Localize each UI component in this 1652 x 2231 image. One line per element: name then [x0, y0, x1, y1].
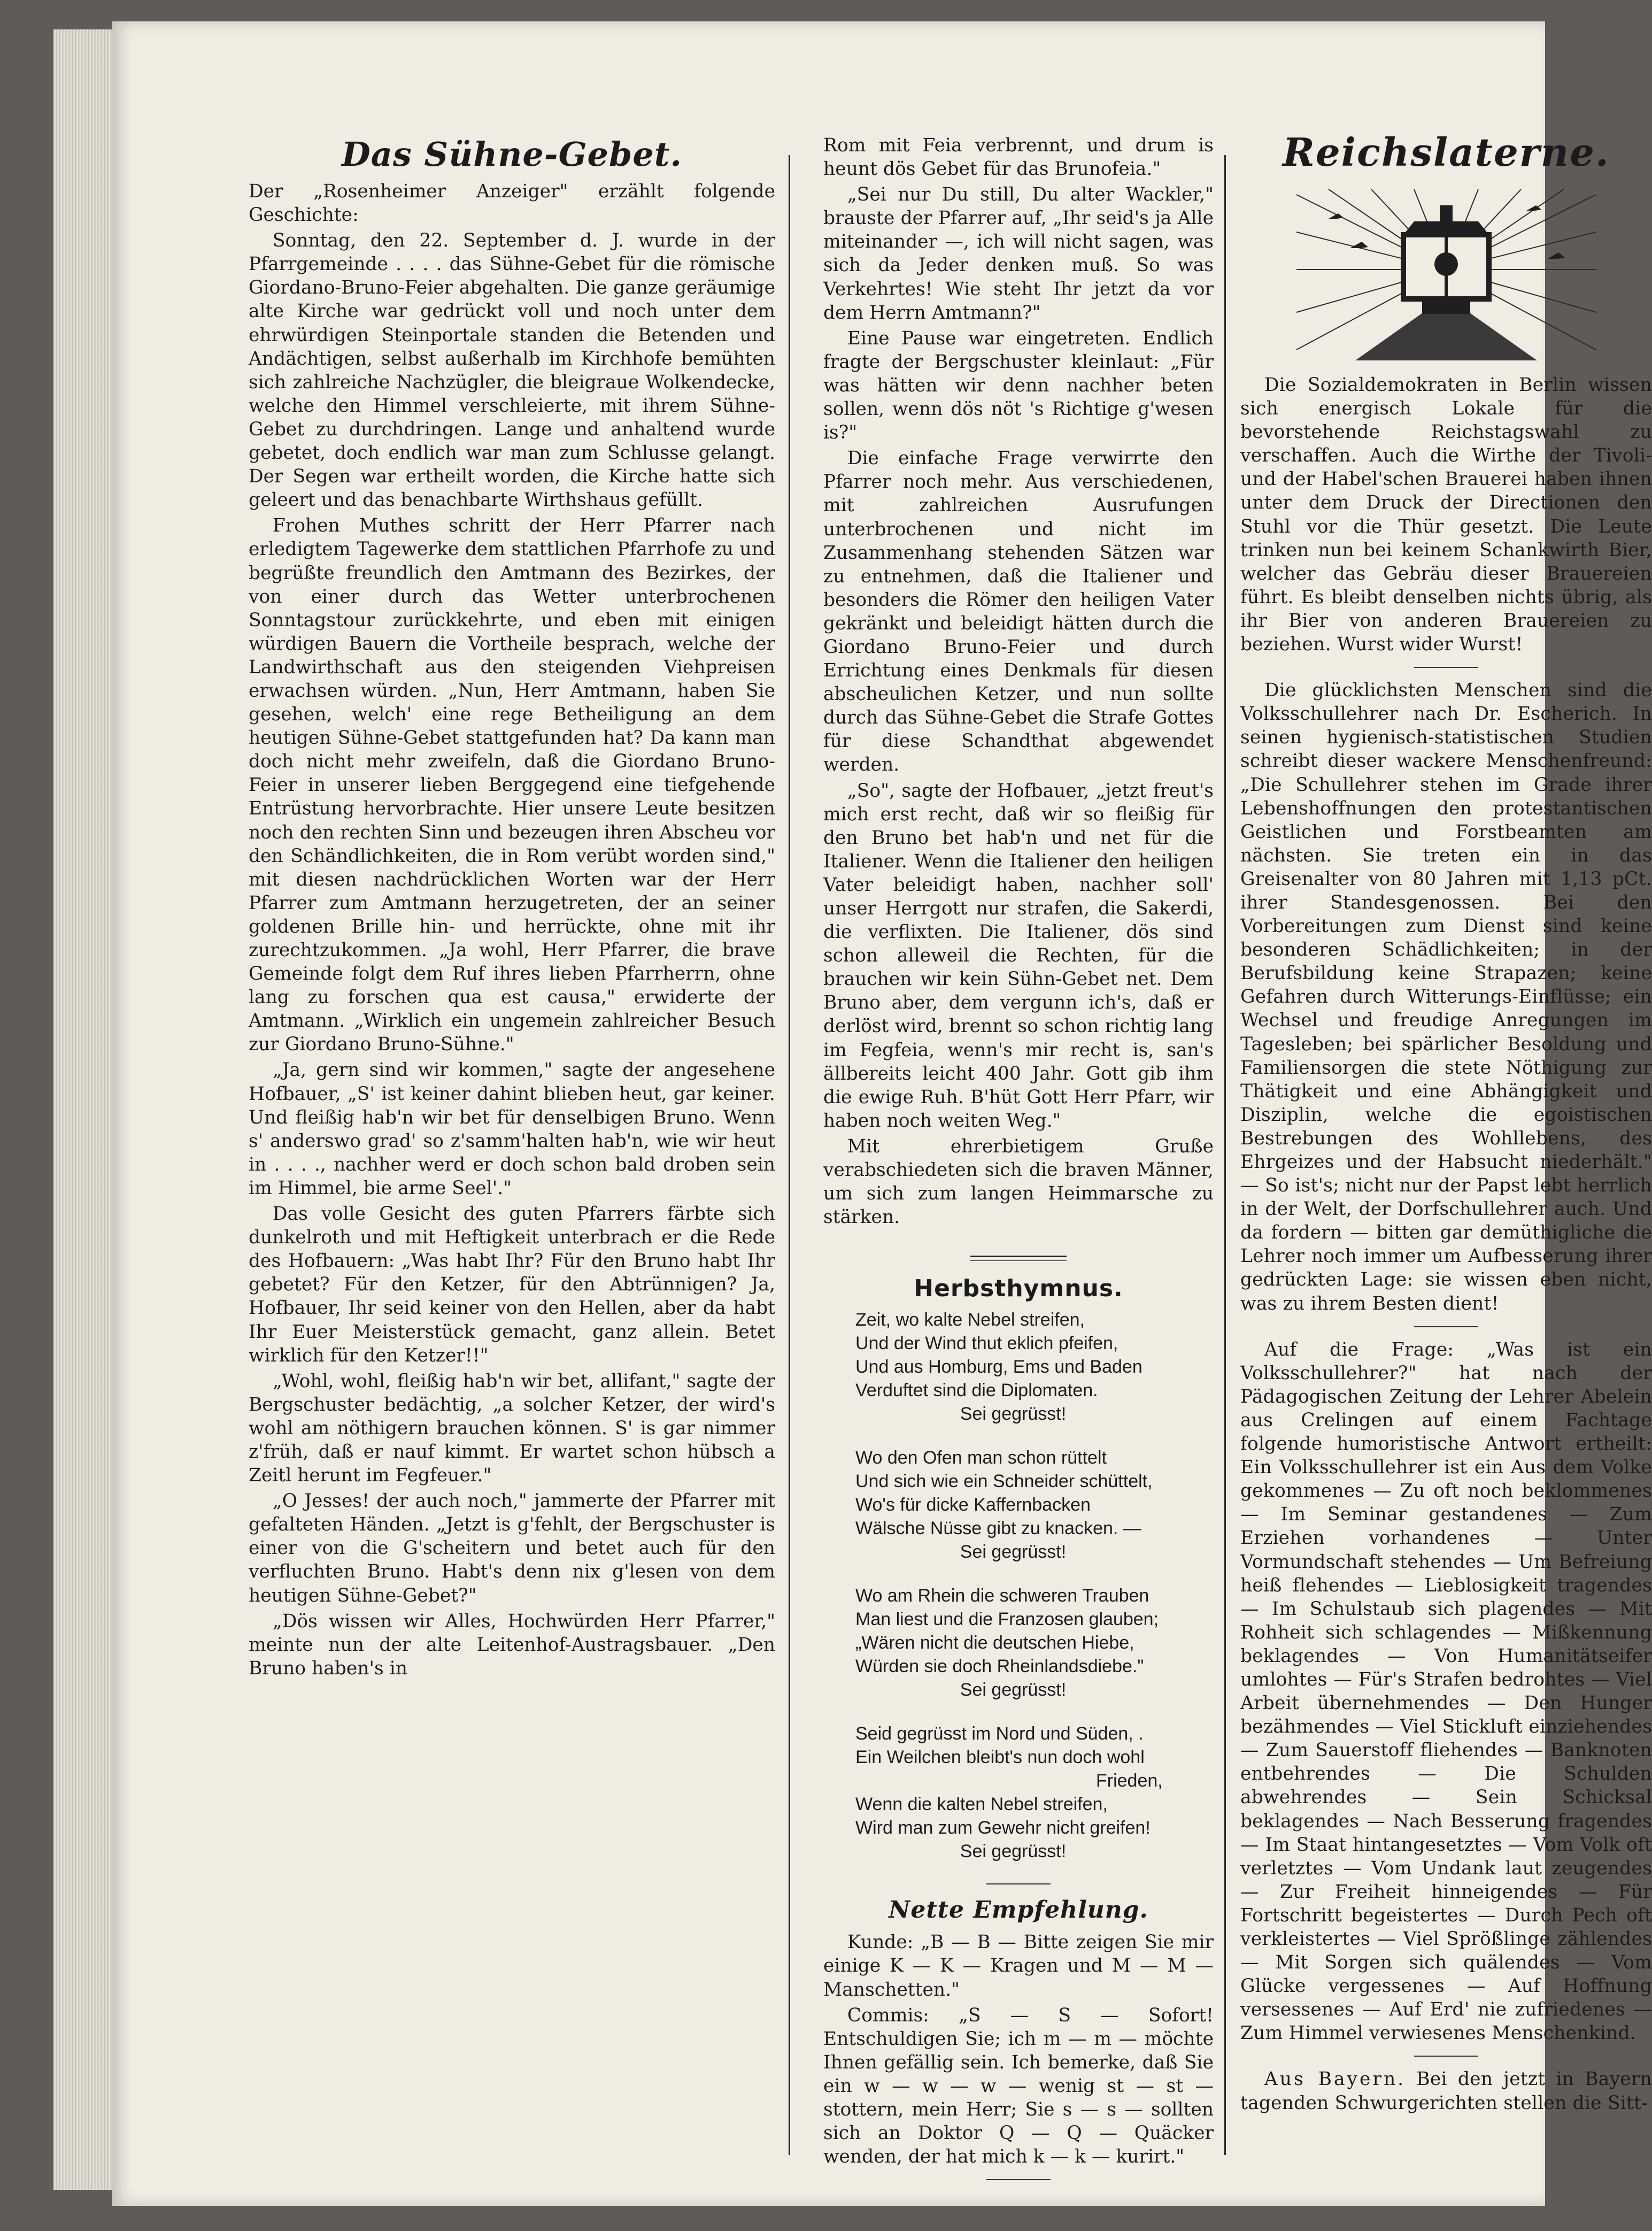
article-paragraph: „O Jesses! der auch noch," jammerte der Pfarrer mit gefalteten Händen. „Jetzt is g'fehlt, der Bergschuster is einer von die G'scheitern und betet auch für den verfluchten Bruno. Habt's denn nix g'lesen von dem heutigen Sühne-Gebet?" — [249, 1490, 775, 1606]
article-paragraph: Das volle Gesicht des guten Pfarrers färbte sich dunkelroth und mit Heftigkeit unterbrach er die Rede des Hofbauern: „Was habt Ihr? Für den Bruno habt Ihr gebetet? Für den Ketzer, für den Abtrünnigen? Ja, Hofbauer, Ihr seid keiner von den Hellen, aber da habt Ihr Euer Meisterstück gemacht, ganz allein. Betet wirklich für den Ketzer!!" — [249, 1203, 775, 1366]
column-right — [1240, 129, 1652, 2115]
poem-refrain: Sei gegrüsst! — [960, 1841, 1067, 1862]
poem-line: Man liest und die Franzosen glauben; — [855, 1609, 1159, 1630]
article-paragraph: Die einfache Frage verwirrte den Pfarrer noch mehr. Aus verschiedenen, mit zahlreichen Ausrufungen unterbrochenen und nicht im Zusammenhang stehenden Sätzen war zu entnehmen, daß die Italiener und besonders die Römer den heiligen Vater gekränkt und beleidigt hätten durch die Giordano Bruno-Feier und durch Errichtung eines Denkmals für diesen abscheulichen Ketzer, und nun sollte durch das Sühne-Gebet die Strafe Gottes für diese Schandthat abgewendet werden. — [823, 448, 1214, 776]
article-paragraph: „Sei nur Du still, Du alter Wackler," brauste der Pfarrer auf, „Ihr seid's ja Alle miteinander —, ich will nicht sagen, was sich da Jeder denken muß. So was Verkehrtes! Wie steht Ihr jetzt da vor dem Herrn Amtmann?" — [823, 184, 1214, 324]
article-paragraph: Eine Pause war eingetreten. Endlich fragte der Bergschuster kleinlaut: „Für was hätten wir denn nachher beten sollen, wenn dös nöt 's Richtige g'wesen is?" — [823, 327, 1214, 444]
article-paragraph: Rom mit Feia verbrennt, und drum is heunt dös Gebet für das Brunofeia." — [823, 135, 1214, 180]
column-divider — [789, 155, 790, 2155]
poem-refrain: Sei gegrüsst! — [960, 1542, 1067, 1563]
article-paragraph: Die glücklichsten Menschen sind die Volksschullehrer nach Dr. Escherich. In seinen hygienisch-statistischen Studien schreibt dieser wackere Menschenfreund: „Die Schullehrer stehen im Grade ihrer Lebenshoffnungen den protestantischen Geistlichen und Forstbeamten am nächsten. Sie treten ein in das Greisenalter von 80 Jahren mit 1,13 pCt. ihrer Standesgenossen. Bei den Vorbereitungen zum Dienst sind keine besonderen Schädlichkeiten; in der Berufsbildung keine Strapazen; keine Gefahren durch Witterungs-Einflüsse; ein Wechsel und freudige Anregungen im Tagesleben; bei spärlicher Besoldung und Familiensorgen die stete Nöthigung zur Thätigkeit und eine Abhängigkeit und Disziplin, welche die egoistischen Bestrebungen des Wohllebens, des Ehrgeizes und der Habsucht niederhält." — So ist's; nicht nur der Papst lebt herrlich in der Welt, der Dorfschullehrer auch. Und da fordern — bitten gar demüthigliche die Lehrer noch immer um Aufbesserung ihrer gedrückten Lage: sie wissen eben nicht, was zu ihrem Besten dient! — [1240, 680, 1652, 1314]
poem-title-herbsthymnus: Herbsthymnus. — [914, 1275, 1123, 1303]
poem-stanza — [855, 1446, 1214, 1564]
poem-herbsthymnus — [855, 1308, 1214, 1863]
article-paragraph — [1240, 2067, 1652, 2114]
poem-line: Wo am Rhein die schweren Trauben — [855, 1586, 1149, 1606]
poem-line: Und aus Homburg, Ems und Baden — [855, 1357, 1142, 1378]
section-title-reichslaterne: Reichslaterne. — [1283, 129, 1610, 175]
article-paragraph: Mit ehrerbietigem Gruße verabschiedeten sich die braven Männer, um sich zum langen Heimmarsche zu stärken. — [823, 1135, 1214, 1228]
poem-line: Wo's für dicke Kaffernbacken — [855, 1495, 1091, 1515]
poem-line: „Wären nicht die deutschen Hiebe, — [855, 1633, 1134, 1653]
column-left — [249, 134, 775, 1680]
article-paragraph: „So", sagte der Hofbauer, „jetzt freut's mich erst recht, daß wir so fleißig für den Bruno bet hab'n und net für die Italiener. Wenn die Italiener den heiligen Vater beleidigt haben, nachher soll' unser Herrgott nur strafen, die Sakerdi, die verflixten. Die Italiener, dös sind schon alleweil die Rechten, für die brauchen wir kein Sühn-Gebet net. Dem Bruno aber, dem vergunn ich's, daß er derlöst wird, brennt so schon richtig lang im Fegfeia, wenn's mir recht is, san's ällbereits leicht 400 Jahr. Gott gib ihm die ewige Ruh. B'hüt Gott Herr Pfarr, wir haben noch weiten Weg." — [823, 780, 1214, 1132]
poem-refrain: Sei gegrüsst! — [960, 1404, 1067, 1425]
section-divider — [986, 1883, 1051, 1884]
newspaper-page — [112, 21, 1652, 2206]
section-divider — [1414, 1326, 1478, 1327]
poem-line: Und der Wind thut eklich pfeifen, — [855, 1333, 1118, 1354]
poem-line: Seid gegrüsst im Nord und Süden, . — [855, 1724, 1144, 1744]
article-title-suehne-gebet: Das Sühne-Gebet. — [341, 135, 683, 174]
section-divider — [1414, 667, 1478, 668]
article-paragraph: Sonntag, den 22. September d. J. wurde in der Pfarrgemeinde . . . . das Sühne-Gebet für die römische Giordano-Bruno-Feier abgehalten. Die ganze geräumige alte Kirche war gedrückt voll und noch unter dem ehrwürdigen Steinportale standen die Betenden und Andächtigen, selbst außerhalb im Kirchhofe bemühten sich zahlreiche Nachzügler, die bleigraue Wolkendecke, welche den Himmel verschleierte, mit ihrem Sühne-Gebet zu durchdringen. Lange und anhaltend wurde gebetet, doch endlich war man zum Schlusse gelangt. Der Segen war ertheilt worden, die Kirche hatte sich geleert und das benachbarte Wirthshaus gefüllt. — [249, 230, 775, 511]
poem-line: Frieden, — [1096, 1771, 1163, 1791]
poem-line: Ein Weilchen bleibt's nun doch wohl — [855, 1747, 1145, 1768]
article-paragraph: „Wohl, wohl, fleißig hab'n wir bet, allifant," sagte der Bergschuster bedächtig, „a solcher Ketzer, der wird's wohl am nöthigern brauchen können. S' is gar nimmer z'früh, daß er nauf kimmt. Er wartet schon hübsch a Zeitl herunt im Fegfeuer." — [249, 1370, 775, 1487]
poem-line: Verduftet sind die Diplomaten. — [855, 1380, 1098, 1401]
poem-line: Wenn die kalten Nebel streifen, — [855, 1794, 1108, 1815]
article-paragraph: Frohen Muthes schritt der Herr Pfarrer nach erledigtem Tagewerke dem stattlichen Pfarrhofe zu und begrüßte freundlich den Amtmann des Bezirkes, der von einer durch das Wetter unterbrochenen Sonntagstour zurückkehrte, und eben mit einigen würdigen Bauern die Vortheile besprach, welche der Landwirthschaft aus den steigenden Viehpreisen erwachsen würden. „Nun, Herr Amtmann, haben Sie gesehen, welch' eine rege Betheiligung an dem heutigen Sühne-Gebet stattgefunden hat? Da kann man doch nicht mehr zweifeln, daß die Giordano Bruno-Feier in unserer lieben Berggegend eine tiefgehende Entrüstung hervorbrachte. Hier unsere Leute besitzen noch den rechten Sinn und bezeugen ihren Abscheu vor den Schändlichkeiten, die in Rom verübt worden sind," mit diesen nachdrücklichen Worten war der Herr Pfarrer zum Amtmann herzugetreten, der an seiner goldenen Brille hin- und herrückte, ohne mit ihr zurechtzukommen. „Ja wohl, Herr Pfarrer, die brave Gemeinde folgt dem Ruf ihres lieben Pfarrherrn, ohne lang zu forschen qua est causa," erwiderte der Amtmann. „Wirklich ein ungemein zahlreicher Besuch zur Giordano Bruno-Sühne." — [249, 515, 775, 1056]
column-middle — [823, 134, 1214, 2191]
article-title-nette-empfehlung: Nette Empfehlung. — [889, 1896, 1148, 1924]
poem-line: Wälsche Nüsse gibt zu knacken. — — [855, 1518, 1141, 1539]
poem-line: Würden sie doch Rheinlandsdiebe." — [855, 1656, 1144, 1677]
column-divider — [1224, 155, 1226, 2155]
poem-stanza — [855, 1722, 1214, 1863]
poem-refrain: Sei gegrüsst! — [960, 1680, 1067, 1701]
dateline-aus-bayern: Aus Bayern. — [1264, 2068, 1406, 2090]
poem-line: Zeit, wo kalte Nebel streifen, — [855, 1310, 1085, 1330]
article-paragraph: Die Sozialdemokraten in Berlin wissen sich energisch Lokale für die bevorstehende Reichstagswahl zu verschaffen. Auch die Wirthe der Tivoli- und der Habel'schen Brauerei haben ihnen unter dem Druck der Directionen den Stuhl vor die Thür gesetzt. Die Leute trinken nun bei keinem Schankwirth Bier, welcher das Gebräu dieser Brauereien führt. Es bleibt denselben nichts übrig, als ihr Bier von anderen Brauereien zu beziehen. Wurst wider Wurst! — [1240, 374, 1652, 656]
article-paragraph: Commis: „S — S — Sofort! Entschuldigen Sie; ich m — m — möchte Ihnen gefällig sein. Ich bemerke, daß Sie ein w — w — w — wenig st — st — stottern, mein Herr; Sie s — s — sollten sich an Doktor Q — Q — Quäcker wenden, der hat mich k — k — kurirt." — [823, 2004, 1214, 2168]
lantern-body — [1403, 205, 1489, 314]
article-text: Bei den jetzt in Bayern tagenden Schwurgerichten stellen die Sitt- — [1240, 2068, 1652, 2114]
section-divider — [986, 2179, 1051, 2180]
poem-line: Wo den Ofen man schon rüttelt — [855, 1448, 1107, 1468]
article-paragraph: „Ja, gern sind wir kommen," sagte der angesehene Hofbauer, „S' ist keiner dahint blieben heut, gar keiner. Und fleißig hab'n wir bet für denselbigen Bruno. Wenn s' anderswo grad' so z'samm'halten hab'n, wie wir heut in . . . ., nachher werd er doch schon bald droben sein im Himmel, bie arme Seel'." — [249, 1059, 775, 1199]
poem-stanza — [855, 1584, 1214, 1702]
article-paragraph: „Dös wissen wir Alles, Hochwürden Herr Pfarrer," meinte nun der alte Leitenhof-Austragsbauer. „Den Bruno haben's in — [249, 1610, 775, 1679]
article-paragraph: Auf die Frage: „Was ist ein Volksschullehrer?" hat nach der Pädagogischen Zeitung der Lehrer Abelein aus Crelingen auf einem Fachtage folgende humoristische Antwort ertheilt: Ein Volksschullehrer ist ein Aus dem Volke gekommenes — Zu oft noch beklommenes — Im Seminar gestandenes — Zum Erziehen vorhandenes — Unter Vormundschaft stehendes — Um Befreiung heiß flehendes — Lieblosigkeit tragendes — Im Schulstaub sich plagendes — Mit Rohheit sich schlagendes — Mißkennung beklagendes — Von Humanitätseifer umlohtes — Für's Strafen bedrohtes — Viel Arbeit übernehmendes — Den Hunger bezähmendes — Viel Stickluft einziehendes — Zum Sauerstoff fliehendes — Banknoten entbehrendes — Die Schulden abwehrendes — Sein Schicksal beklagendes — Nach Besserung fragendes — Im Staat hintangesetztes — Vom Volk oft verletztes — Vom Undank laut zeugendes — Zur Freiheit hinneigendes — Für Fortschritt begeistertes — Durch Pech oft verkleistertes — Viel Sprößlinge zählendes — Mit Sorgen sich quälendes — Vom Glücke vergessenes — Auf Hoffnung versessenes — Auf Erd' nie zufriedenes — Zum Himmel verwiesenes Menschenkind. — [1240, 1338, 1652, 2044]
section-divider — [1414, 2056, 1478, 2057]
lantern-illustration — [1296, 189, 1596, 360]
article-paragraph: Kunde: „B — B — Bitte zeigen Sie mir einige K — K — Kragen und M — M — Manschetten." — [823, 1932, 1214, 2001]
poem-line: Wird man zum Gewehr nicht greifen! — [855, 1818, 1151, 1838]
poem-stanza — [855, 1308, 1214, 1426]
section-divider — [970, 1256, 1067, 1261]
article-paragraph: Der „Rosenheimer Anzeiger" erzählt folgende Geschichte: — [249, 181, 775, 226]
poem-line: Und sich wie ein Schneider schüttelt, — [855, 1471, 1153, 1492]
